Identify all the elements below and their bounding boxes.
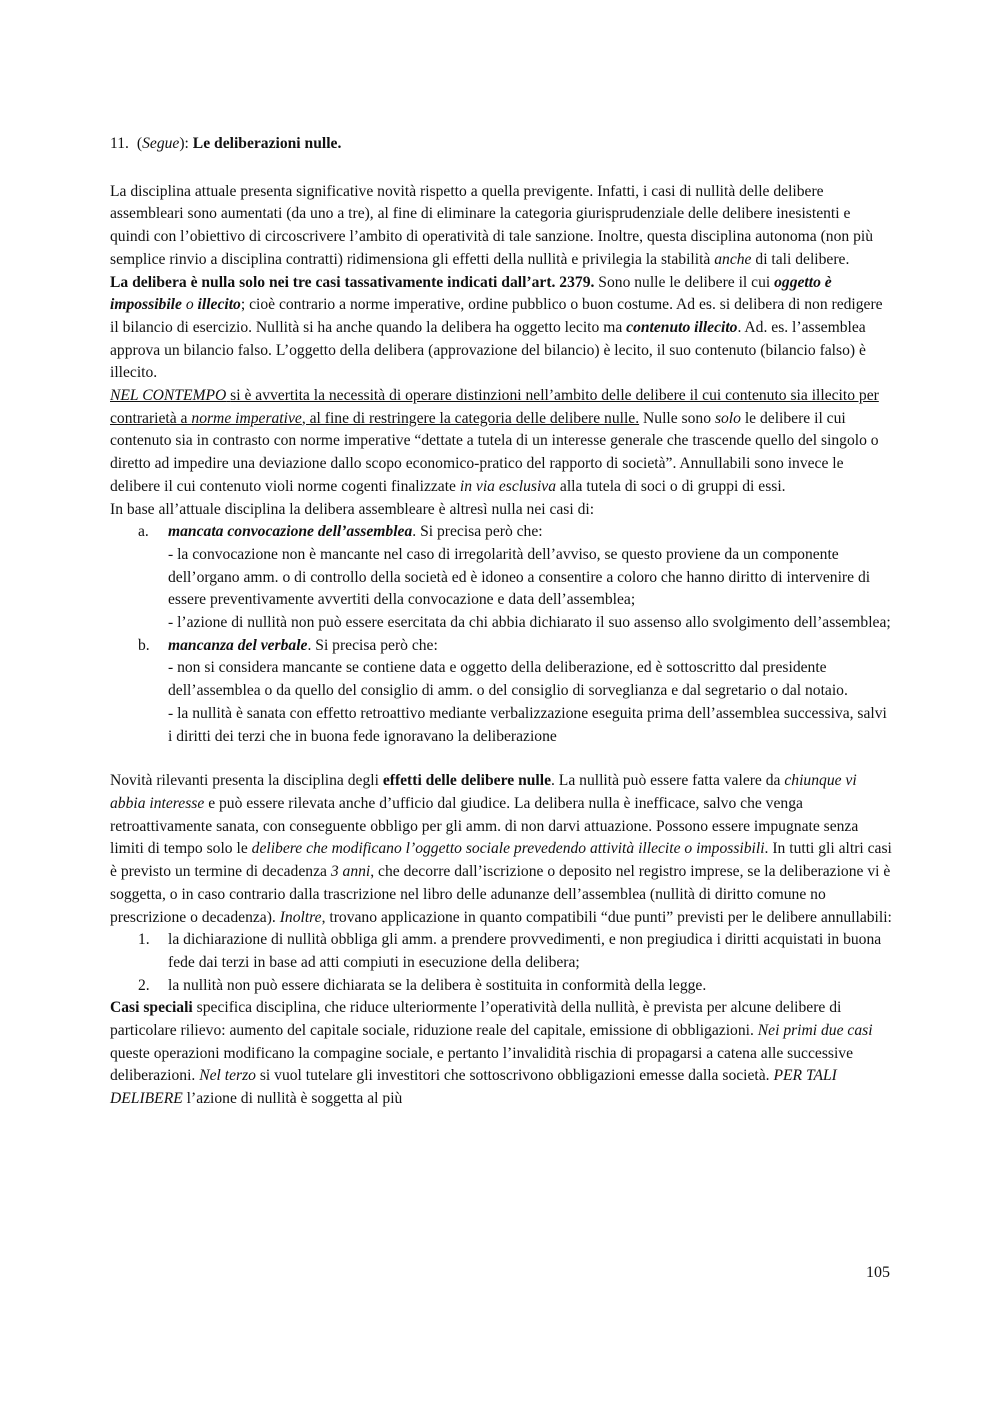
list-marker: a. (138, 523, 149, 541)
list-item: a. mancata convocazione dell’assemblea. Si precisa però che: - la convocazione non è mancante nel caso di irregolarità dell’avviso, se questo proviene da un componente dell’organo amm. o di controllo della società ed è idoneo a consentire a coloro che hanno diritto di intervenire di essere preventivamente avvertiti della convocazione e data dell’assemblea; - l’azione di nullità non può essere esercitata da chi abbia dichiarato il suo assenso allo svolgimento dell’assemblea; (110, 521, 892, 635)
special-cases-paragraph: Casi speciali specifica disciplina, che riduce ulteriormente l’operatività della nullità, è prevista per alcune delibere di particolare rilievo: aumento del capitale sociale, riduzione reale del capitale, emissione di obbligazioni. Nei primi due casi queste operazioni modificano la compagine sociale, e pertanto l’invalidità rischia di propagarsi a catena alle successive deliberazioni. Nel terzo si vuol tutelare gli investitori che sottoscrivono obbligazioni emesse dalla società. PER TALI DELIBERE l’azione di nullità è soggetta al più (110, 999, 873, 1108)
list-marker: 2. (138, 976, 150, 994)
page-number: 105 (866, 1264, 890, 1281)
segue-label: Segue (142, 135, 180, 152)
other-cases-intro: In base all’attuale disciplina la delibera assembleare è altresì nulla nei casi di: (110, 500, 595, 518)
document-page (110, 133, 892, 1111)
list-marker: b. (138, 636, 150, 654)
dash-item: - non si considera mancante se contiene data e oggetto della deliberazione, ed è sottoscritto dal presidente dell’assemblea o da quello del consiglio di amm. o del consiglio di sorveglianza e dal segretario o dal notaio. (168, 659, 848, 700)
intro-paragraph: La disciplina attuale presenta significative novità rispetto a quella previgente. Infatti, i casi di nullità delle delibere assembleari sono aumentati (da uno a tre), al fine di eliminare la categoria giurisprudenziale delle delibere inesistenti e quindi con l’obiettivo di circoscrivere l’ambito di operatività di tale sanzione. Inoltre, questa disciplina autonoma (non più semplice rinvio a disciplina contratti) ridimensiona gli effetti della nullità e privilegia la stabilità anche di tali delibere. (110, 182, 874, 268)
nullity-cases-paragraph: La delibera è nulla solo nei tre casi tassativamente indicati dall’art. 2379. Sono nulle le delibere il cui oggetto è impossibile o illecito; cioè contrario a norme imperative, ordine pubblico o buon costume. Ad es. si delibera di non redigere il bilancio di esercizio. Nullità si ha anche quando la delibera ha oggetto lecito ma contenuto illecito. Ad. es. l’assemblea approva un bilancio falso. L’oggetto della delibera (approvazione del bilancio) è lecito, il suo contenuto (bilancio falso) è illecito. (110, 273, 883, 382)
section-title: Le deliberazioni nulle. (192, 135, 342, 152)
section-number: 11. (110, 135, 129, 152)
annullable-points-list (110, 929, 892, 997)
distinction-paragraph: NEL CONTEMPO si è avvertita la necessità di operare distinzioni nell’ambito delle delibere il cui contenuto sia illecito per contrarietà a norme imperative, al fine di restringere la categoria delle delibere nulle. Nulle sono solo le delibere il cui contenuto sia in contrasto con norme imperative “dettate a tutela di un interesse generale che trascende quello del singolo o diretto ad impedire una deviazione dallo scopo economico-pratico del rapporto di società”. Annullabili sono invece le delibere il cui contenuto violi norme cogenti finalizzate in via esclusiva alla tutela di soci o di gruppi di essi. (110, 387, 879, 495)
list-item: 2. la nullità non può essere dichiarata se la delibera è sostituita in conformità della legge. (110, 975, 892, 998)
section-heading: 11. (Segue): Le deliberazioni nulle. (110, 135, 342, 152)
underlined-passage: NEL CONTEMPO si è avvertita la necessità di operare distinzioni nell’ambito delle delibere il cui contenuto sia illecito per contrarietà a norme imperative, al fine di restringere la categoria delle delibere nulle. (110, 387, 879, 427)
list-item: b. mancanza del verbale. Si precisa però che: - non si considera mancante se contiene data e oggetto della deliberazione, ed è sottoscritto dal presidente dell’assemblea o da quello del consiglio di amm. o del consiglio di sorveglianza e dal segretario o dal notaio. - la nullità è sanata con effetto retroattivo mediante verbalizzazione eseguita prima dell’assemblea successiva, salvi i diritti dei terzi che in buona fede ignoravano la deliberazione (110, 635, 892, 749)
nullity-cases-list (110, 521, 892, 748)
effects-paragraph: Novità rilevanti presenta la disciplina degli effetti delle delibere nulle. La nullità può essere fatta valere da chiunque vi abbia interesse e può essere rilevata anche d’ufficio dal giudice. La delibera nulla è inefficace, salvo che venga retroattivamente sanata, con conseguente obbligo per gli amm. di non darvi attuazione. Possono essere impugnate senza limiti di tempo solo le delibere che modificano l’oggetto sociale prevedendo attività illecite o impossibili. In tutti gli altri casi è previsto un termine di decadenza 3 anni, che decorre dall’iscrizione o deposito nel registro imprese, se la deliberazione vi è soggetta, o in caso contrario dalla trascrizione nel libro delle adunanze dell’assemblea (nullità di diritto comune no prescrizione o decadenza). Inoltre, trovano applicazione in quanto compatibili “due punti” previsti per le delibere annullabili: (110, 772, 892, 926)
paragraph-gap (110, 748, 892, 770)
dash-item: - la convocazione non è mancante nel caso di irregolarità dell’avviso, se questo proviene da un componente dell’organo amm. o di controllo della società ed è idoneo a consentire a coloro che hanno diritto di intervenire di essere preventivamente avvertiti della convocazione e data dell’assemblea; (168, 545, 871, 609)
dash-item: - la nullità è sanata con effetto retroattivo mediante verbalizzazione eseguita prima dell’assemblea successiva, salvi i diritti dei terzi che in buona fede ignoravano la deliberazione (168, 704, 887, 745)
list-item: 1. la dichiarazione di nullità obbliga gli amm. a prendere provvedimenti, e non pregiudica i diritti acquistati in buona fede dai terzi in base ad atti compiuti in esecuzione della delibera; (138, 931, 882, 971)
list-marker: 1. (138, 931, 150, 949)
dash-item: - l’azione di nullità non può essere esercitata da chi abbia dichiarato il suo assenso allo svolgimento dell’assemblea; (168, 614, 891, 632)
